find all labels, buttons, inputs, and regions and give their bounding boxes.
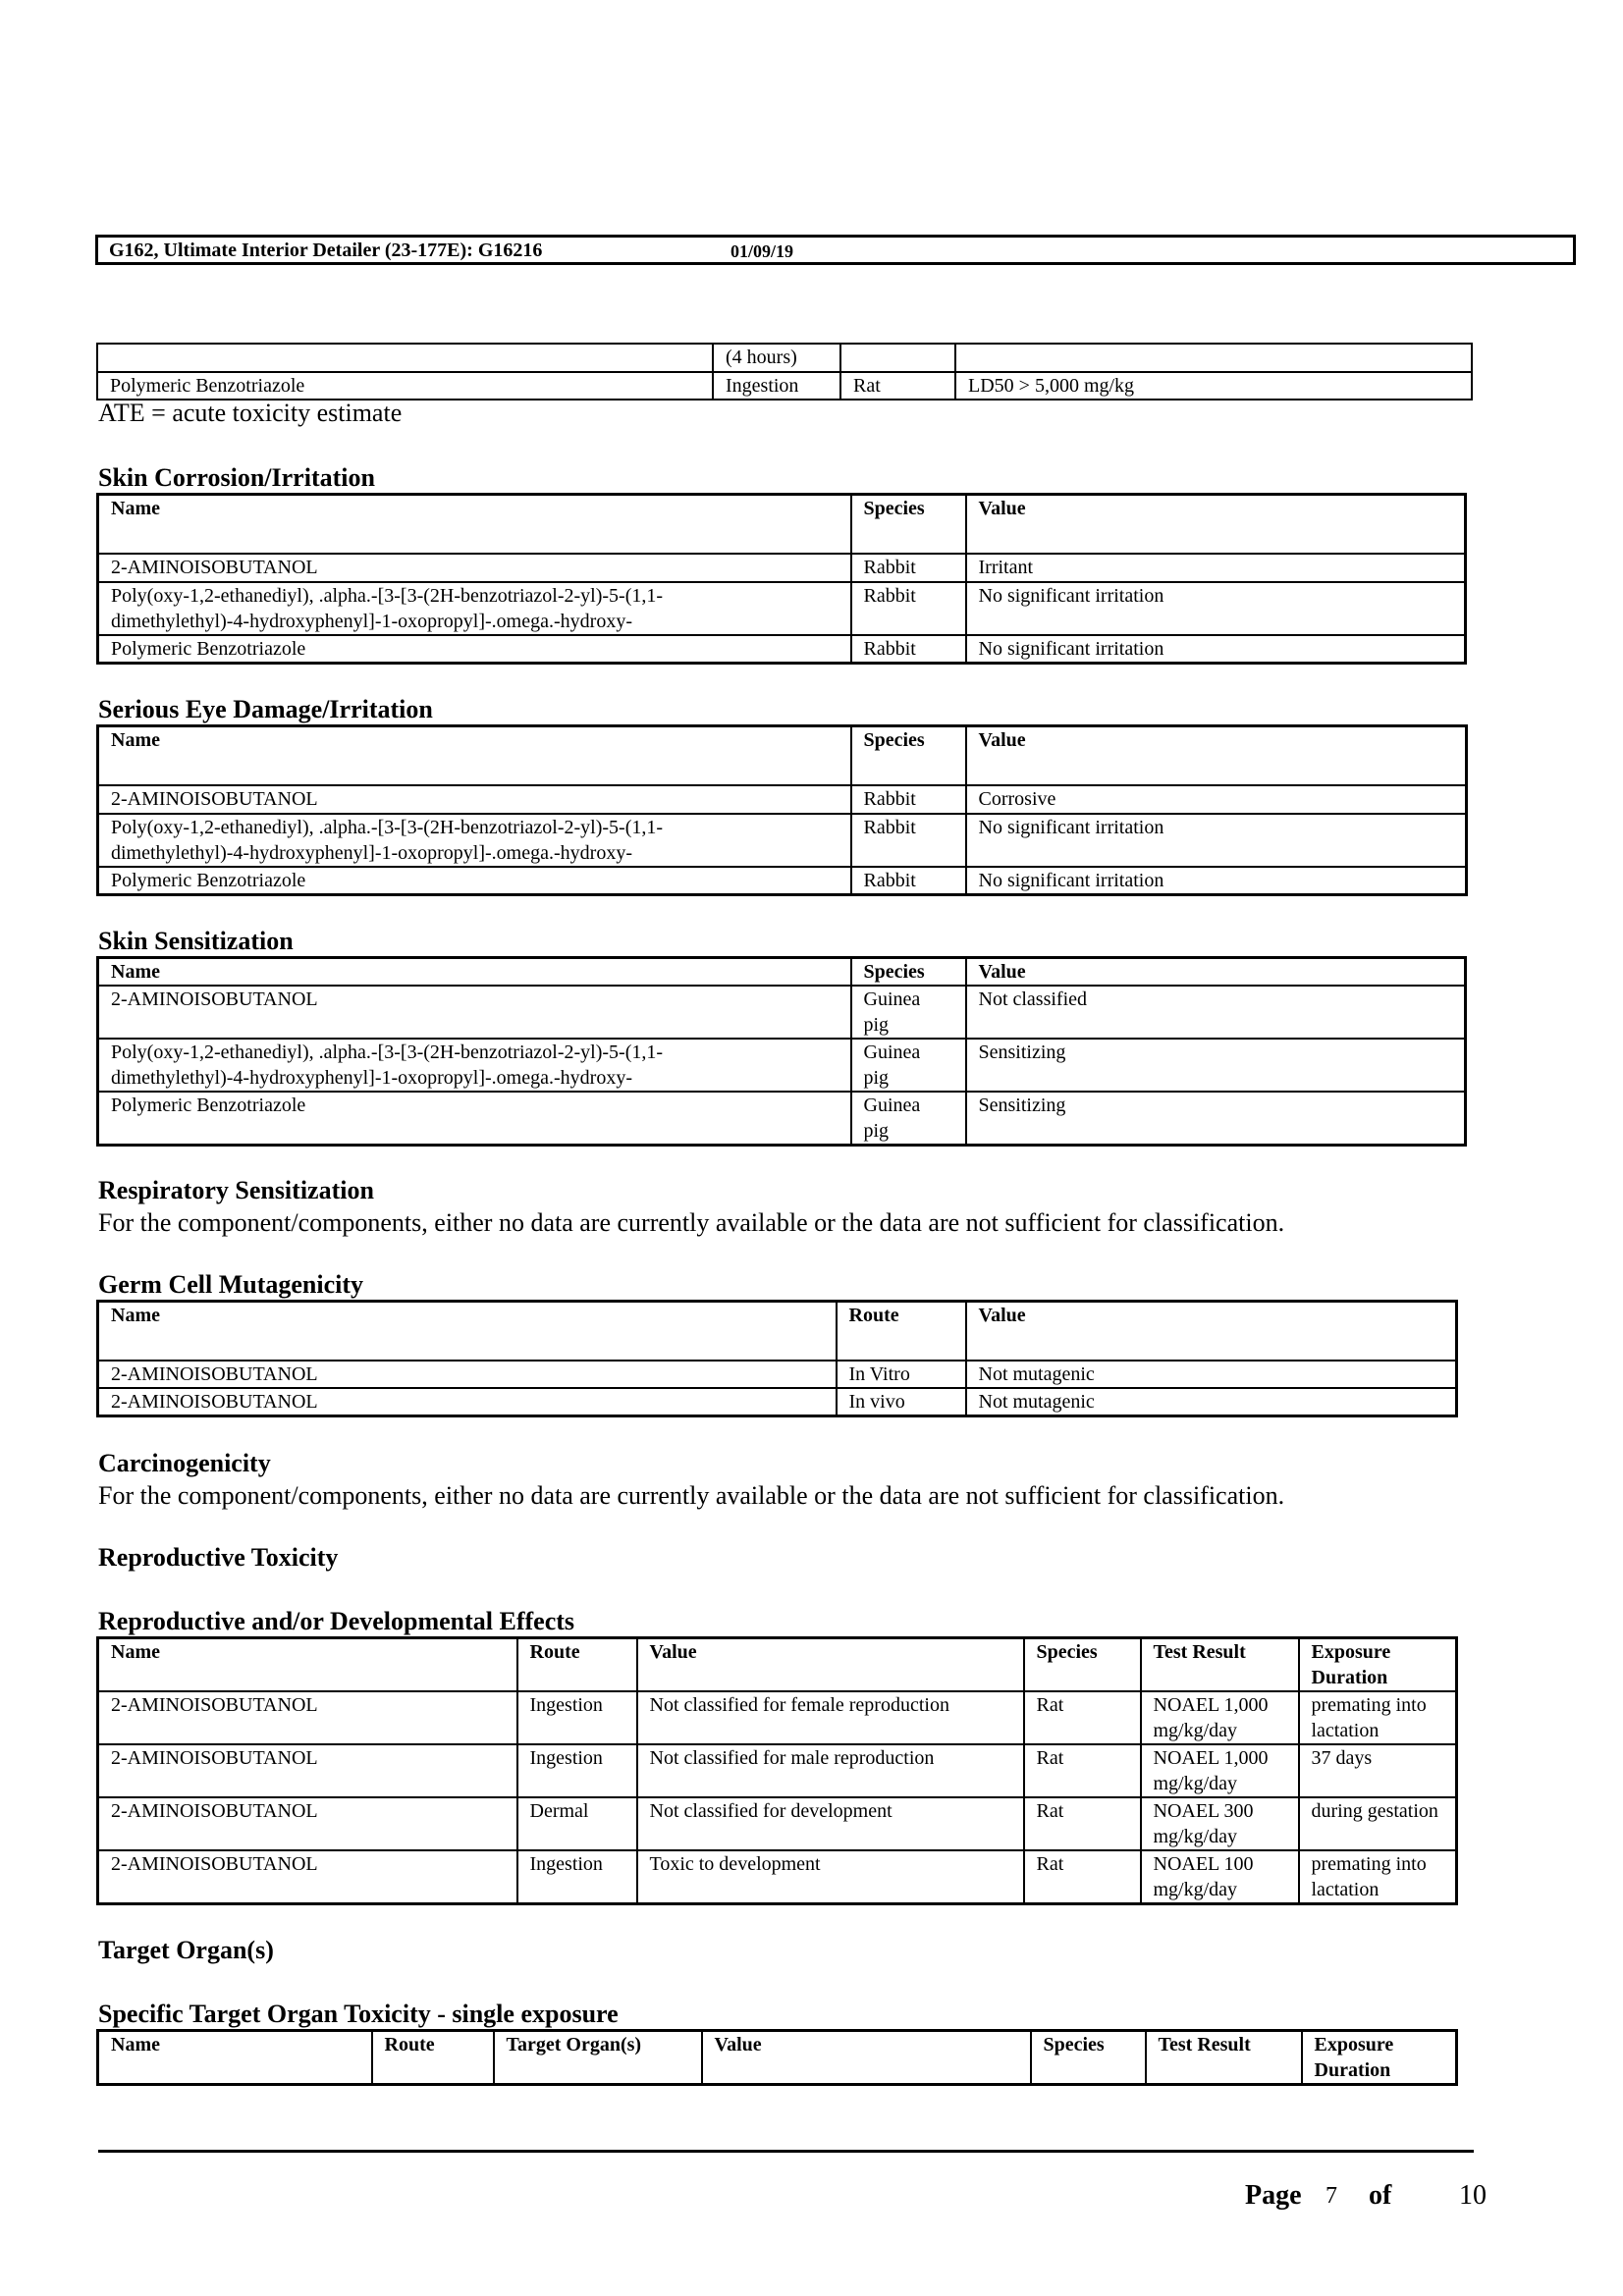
header-value: Value [966, 1302, 1457, 1361]
route-cell: Dermal [517, 1797, 637, 1850]
name-cell: Poly(oxy-1,2-ethanediyl), .alpha.-[3-[3-(2H-benzotriazol-2-yl)-5-(1,1-dimethylethyl)-4-hydroxyphenyl]-1-oxopropyl]-.omega.-hydroxy- [98, 1039, 851, 1092]
value-cell: Not classified for female reproduction [637, 1691, 1024, 1744]
test-result-cell: NOAEL 1,000 mg/kg/day [1141, 1691, 1299, 1744]
of-label: of [1369, 2180, 1392, 2211]
eye-damage-table [96, 724, 1468, 896]
header-name: Name [98, 495, 851, 554]
name-cell: Polymeric Benzotriazole [98, 1092, 851, 1146]
test-result-cell: NOAEL 1,000 mg/kg/day [1141, 1744, 1299, 1797]
germ-cell-table [96, 1300, 1458, 1417]
respiratory-text: For the component/components, either no data are currently available or the data are not sufficient for classification. [98, 1208, 1285, 1237]
header-name: Name [98, 1638, 517, 1692]
acute-toxicity-table-tail [96, 343, 1473, 400]
table-row [98, 986, 1466, 1039]
product-title: G162, Ultimate Interior Detailer (23-177E): G16216 [109, 240, 543, 261]
header-value: Value [702, 2031, 1031, 2085]
stot-single-table [96, 2029, 1458, 2086]
name-cell: 2-AMINOISOBUTANOL [98, 1797, 517, 1850]
table-row [98, 554, 1466, 582]
skin-sensitization-table [96, 956, 1467, 1147]
species-cell: Rat [1024, 1744, 1141, 1797]
table-header-row [98, 1638, 1457, 1692]
value-cell: No significant irritation [966, 582, 1466, 635]
section-title-stot-single: Specific Target Organ Toxicity - single exposure [98, 2000, 619, 2028]
header-exposure-duration: Exposure Duration [1302, 2031, 1457, 2085]
name-cell: Polymeric Benzotriazole [97, 372, 713, 400]
header-route: Route [837, 1302, 966, 1361]
species-cell: Rabbit [851, 554, 966, 582]
name-cell: Poly(oxy-1,2-ethanediyl), .alpha.-[3-[3-(2H-benzotriazol-2-yl)-5-(1,1-dimethylethyl)-4-hydroxyphenyl]-1-oxopropyl]-.omega.-hydroxy- [98, 814, 851, 867]
table-row [98, 1039, 1466, 1092]
skin-corrosion-table [96, 493, 1467, 665]
route-cell: Ingestion [517, 1850, 637, 1904]
value-cell: Not mutagenic [966, 1388, 1457, 1416]
value-cell: Corrosive [966, 785, 1467, 814]
section-title-respiratory: Respiratory Sensitization [98, 1176, 374, 1204]
table-row [98, 1797, 1457, 1850]
section-title-skin-corrosion: Skin Corrosion/Irritation [98, 463, 375, 492]
species-cell: Rat [1024, 1797, 1141, 1850]
species-cell: Rabbit [851, 785, 966, 814]
species-cell: Guinea pig [851, 986, 966, 1039]
table-row [98, 814, 1467, 867]
table-row [98, 1092, 1466, 1146]
header-route: Route [517, 1638, 637, 1692]
name-cell: 2-AMINOISOBUTANOL [98, 1361, 837, 1388]
revision-date: 01/09/19 [730, 241, 794, 261]
duration-cell: premating into lactation [1299, 1691, 1457, 1744]
value-cell: No significant irritation [966, 814, 1467, 867]
value-cell: Not classified for male reproduction [637, 1744, 1024, 1797]
duration-cell: premating into lactation [1299, 1850, 1457, 1904]
header-route: Route [372, 2031, 494, 2085]
table-row [97, 372, 1472, 400]
value-cell: Sensitizing [966, 1092, 1466, 1146]
test-result-cell: NOAEL 300 mg/kg/day [1141, 1797, 1299, 1850]
name-cell: 2-AMINOISOBUTANOL [98, 1744, 517, 1797]
table-header-row [98, 1302, 1457, 1361]
header-value: Value [966, 958, 1466, 987]
header-species: Species [851, 495, 966, 554]
repro-dev-table [96, 1636, 1458, 1905]
name-cell: 2-AMINOISOBUTANOL [98, 1388, 837, 1416]
route-cell: In Vitro [837, 1361, 966, 1388]
document-header [95, 235, 1576, 265]
table-row [97, 344, 1472, 372]
value-cell: Not classified for development [637, 1797, 1024, 1850]
ate-note: ATE = acute toxicity estimate [98, 399, 403, 427]
section-title-carcinogenicity: Carcinogenicity [98, 1449, 271, 1477]
route-cell: Ingestion [517, 1744, 637, 1797]
header-name: Name [98, 726, 851, 785]
name-cell: 2-AMINOISOBUTANOL [98, 1691, 517, 1744]
total-pages: 10 [1459, 2180, 1487, 2211]
header-value: Value [966, 726, 1467, 785]
table-row [98, 582, 1466, 635]
duration-cell: during gestation [1299, 1797, 1457, 1850]
header-name: Name [98, 958, 851, 987]
route-cell: In vivo [837, 1388, 966, 1416]
value-cell: LD50 > 5,000 mg/kg [955, 372, 1472, 400]
carcinogenicity-text: For the component/components, either no data are currently available or the data are not sufficient for classification. [98, 1481, 1285, 1510]
table-row [98, 1691, 1457, 1744]
species-cell: Guinea pig [851, 1092, 966, 1146]
header-test-result: Test Result [1141, 1638, 1299, 1692]
value-cell: No significant irritation [966, 867, 1467, 895]
table-row [98, 1850, 1457, 1904]
species-cell [840, 344, 955, 372]
name-cell: Polymeric Benzotriazole [98, 867, 851, 895]
header-species: Species [851, 726, 966, 785]
species-cell: Rabbit [851, 814, 966, 867]
table-row [98, 1388, 1457, 1416]
table-header-row [98, 726, 1467, 785]
header-species: Species [1024, 1638, 1141, 1692]
value-cell: Not mutagenic [966, 1361, 1457, 1388]
page-number: 7 [1325, 2183, 1337, 2209]
test-result-cell: NOAEL 100 mg/kg/day [1141, 1850, 1299, 1904]
header-species: Species [1031, 2031, 1146, 2085]
name-cell: 2-AMINOISOBUTANOL [98, 986, 851, 1039]
species-cell: Rat [840, 372, 955, 400]
species-cell: Rabbit [851, 582, 966, 635]
section-title-target-organs: Target Organ(s) [98, 1936, 274, 1964]
header-exposure-duration: Exposure Duration [1299, 1638, 1457, 1692]
table-header-row [98, 495, 1466, 554]
name-cell: 2-AMINOISOBUTANOL [98, 785, 851, 814]
section-title-eye-damage: Serious Eye Damage/Irritation [98, 695, 433, 723]
section-title-skin-sensitization: Skin Sensitization [98, 927, 294, 955]
species-cell: Rat [1024, 1691, 1141, 1744]
value-cell [955, 344, 1472, 372]
name-cell: Poly(oxy-1,2-ethanediyl), .alpha.-[3-[3-(2H-benzotriazol-2-yl)-5-(1,1-dimethylethyl)-4-hydroxyphenyl]-1-oxopropyl]-.omega.-hydroxy- [98, 582, 851, 635]
name-cell [97, 344, 713, 372]
footer-rule [98, 2150, 1474, 2153]
table-row [98, 867, 1467, 895]
duration-cell: 37 days [1299, 1744, 1457, 1797]
species-cell: Guinea pig [851, 1039, 966, 1092]
route-cell: Ingestion [713, 372, 840, 400]
value-cell: Irritant [966, 554, 1466, 582]
page-label: Page [1245, 2180, 1302, 2211]
table-row [98, 785, 1467, 814]
species-cell: Rabbit [851, 867, 966, 895]
route-cell: (4 hours) [713, 344, 840, 372]
header-target-organs: Target Organ(s) [494, 2031, 702, 2085]
header-value: Value [637, 1638, 1024, 1692]
name-cell: Polymeric Benzotriazole [98, 635, 851, 664]
species-cell: Rabbit [851, 635, 966, 664]
name-cell: 2-AMINOISOBUTANOL [98, 554, 851, 582]
table-header-row [98, 2031, 1457, 2085]
table-header-row [98, 958, 1466, 987]
header-value: Value [966, 495, 1466, 554]
header-test-result: Test Result [1146, 2031, 1302, 2085]
table-row [98, 635, 1466, 664]
header-species: Species [851, 958, 966, 987]
value-cell: Toxic to development [637, 1850, 1024, 1904]
value-cell: Not classified [966, 986, 1466, 1039]
value-cell: No significant irritation [966, 635, 1466, 664]
species-cell: Rat [1024, 1850, 1141, 1904]
header-name: Name [98, 1302, 837, 1361]
route-cell: Ingestion [517, 1691, 637, 1744]
section-title-germ-cell: Germ Cell Mutagenicity [98, 1270, 364, 1299]
section-title-repro-dev: Reproductive and/or Developmental Effects [98, 1607, 575, 1635]
name-cell: 2-AMINOISOBUTANOL [98, 1850, 517, 1904]
header-name: Name [98, 2031, 372, 2085]
section-title-reproductive-toxicity: Reproductive Toxicity [98, 1543, 339, 1572]
table-row [98, 1361, 1457, 1388]
value-cell: Sensitizing [966, 1039, 1466, 1092]
table-row [98, 1744, 1457, 1797]
